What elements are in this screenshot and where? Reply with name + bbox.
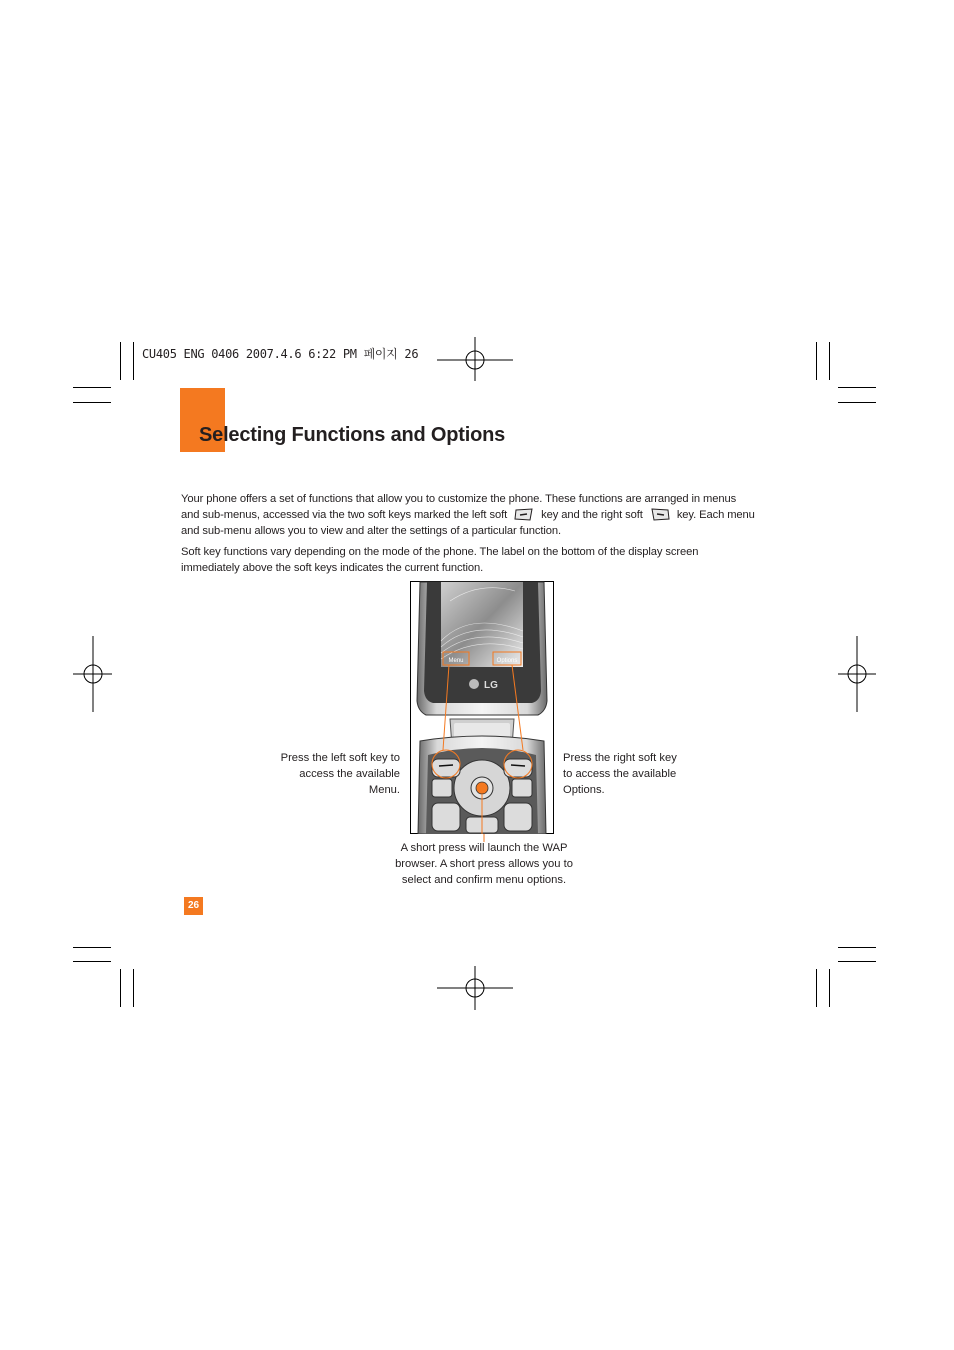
print-slug: CU405 ENG 0406 2007.4.6 6:22 PM 페이지 26 (142, 347, 419, 361)
left-soft-key-icon (514, 508, 534, 521)
send-key (432, 803, 460, 831)
lg-logo-icon (469, 679, 479, 689)
brand-logo: LG (484, 680, 498, 691)
left-soft-key-callout (260, 750, 400, 798)
page-title: Selecting Functions and Options (199, 424, 506, 446)
callout-line: access the available (299, 768, 400, 780)
phone-illustration (410, 581, 554, 834)
callout-line: Options. (563, 784, 605, 796)
intro-line: Your phone offers a set of functions that allow you to customize the phone. These functions are arranged in menus (181, 493, 737, 505)
intro-text: key and the right soft (541, 509, 643, 521)
softkey-line: immediately above the soft keys indicates the current function. (181, 562, 484, 574)
right-soft-key-callout (563, 750, 713, 798)
callout-line: Press the left soft key to (280, 752, 400, 764)
ok-key-callout (374, 840, 594, 888)
ok-key-icon (476, 782, 488, 794)
softkey-paragraph (181, 544, 781, 576)
intro-line: and sub-menu allows you to view and alter the settings of a particular function. (181, 525, 562, 537)
page-number: 26 (184, 897, 203, 915)
end-key (504, 803, 532, 831)
callout-line: select and confirm menu options. (401, 874, 567, 886)
callout-line: Press the right soft key (563, 752, 677, 764)
right-soft-key-icon (650, 508, 670, 521)
intro-paragraph (181, 491, 781, 539)
screen-options-label: Options (496, 658, 518, 664)
intro-text: key. Each menu (676, 509, 755, 521)
screen-menu-label: Menu (448, 658, 464, 664)
callout-line: A short press will launch the WAP (400, 842, 568, 854)
callout-line: to access the available (563, 768, 677, 780)
callout-line: browser. A short press allows you to (395, 858, 573, 870)
intro-line (181, 507, 781, 523)
callout-line: Menu. (368, 784, 400, 796)
softkey-line: Soft key functions vary depending on the mode of the phone. The label on the bottom of the display screen (181, 546, 699, 558)
intro-text: and sub-menus, accessed via the two soft keys marked the left soft (181, 509, 508, 521)
